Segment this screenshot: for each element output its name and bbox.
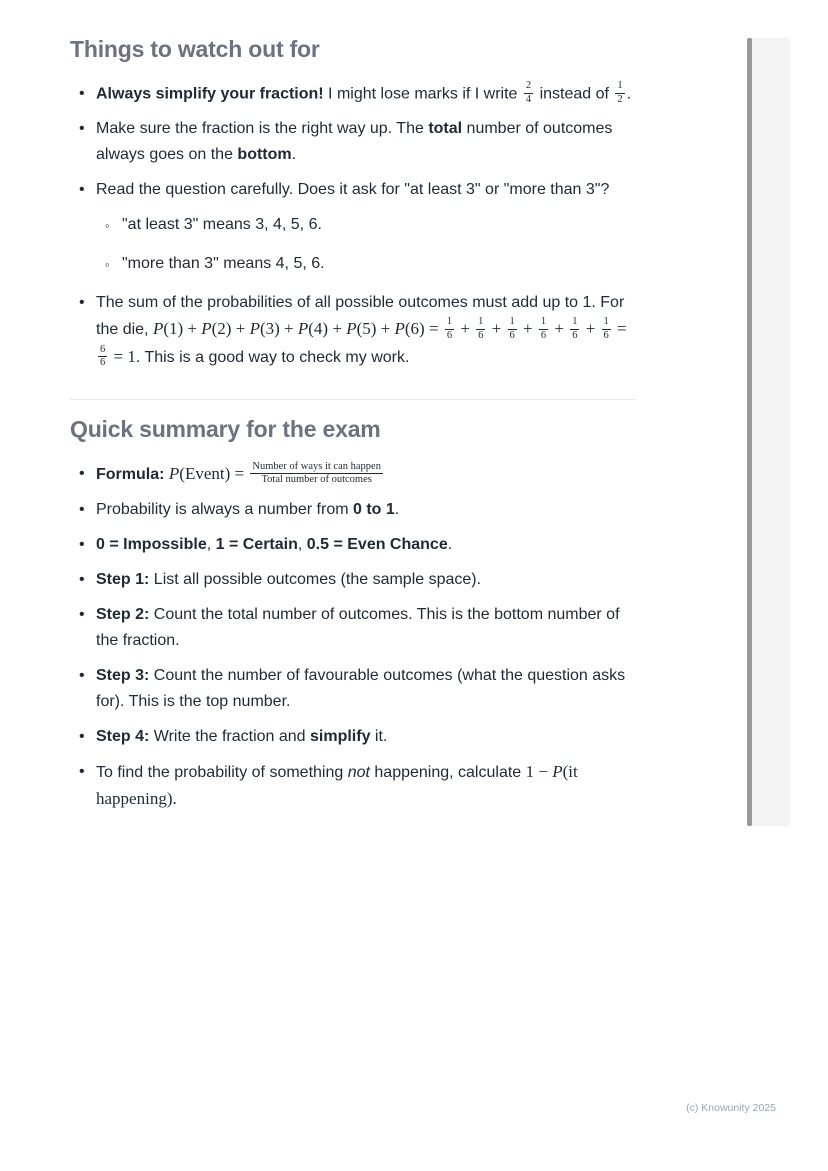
bold-text: 0.5 = Even Chance: [306, 535, 448, 553]
copyright-footer: (c) Knowunity 2025: [686, 1102, 776, 1114]
body-text: I might lose marks if I write: [323, 85, 522, 103]
body-text: .: [291, 146, 297, 164]
bold-text: Step 2:: [96, 605, 150, 623]
bold-text: bottom: [237, 146, 292, 164]
fraction-six-sixths: $\frac{6}{6}$: [100, 343, 106, 369]
italic-text: not: [347, 763, 370, 781]
die-sum-equation: P(1) + P(2) + P(3) + P(4) + P(5) + P(6) = $\frac{1}{6}$ + $\frac{1}{6}$ + $\frac{1}{6}$ + $\frac{1}{6}$ + $\frac{1}{6}$ + $\frac{1}{6}$ = $\frac{6}{6}$ = 1: [100, 316, 627, 369]
bold-text: Step 1:: [96, 570, 150, 588]
fraction-one-sixth: $\frac{1}{6}$: [603, 316, 609, 341]
watch-out-list: [70, 81, 636, 371]
formula-fraction: $\frac{\text{Number of ways it can happen}}{\text{Total number of outcomes}}$: [252, 460, 381, 486]
list-item-simplify-fraction: [70, 81, 636, 107]
body-text: List all possible outcomes (the sample space).: [149, 570, 482, 588]
list-item-read-question: [70, 177, 636, 277]
list-item-scale-meanings: [70, 532, 636, 558]
body-text: number of outcomes always goes on the: [96, 120, 613, 164]
body-text: instead of: [535, 85, 614, 103]
body-text: ,: [297, 535, 307, 553]
bold-text: 1 = Certain: [215, 535, 298, 553]
read-question-sublist: [96, 212, 636, 277]
body-text: Count the number of favourable outcomes (what the question asks for). This is the top number.: [96, 666, 626, 710]
section-title-quick-summary: Quick summary for the exam: [70, 415, 381, 442]
fraction-one-sixth: $\frac{1}{6}$: [509, 316, 515, 341]
notes-content: [70, 36, 636, 822]
scrollbar-thumb[interactable]: [747, 38, 752, 826]
body-text: To find the probability of something: [96, 763, 348, 781]
body-text: Read the question carefully. Does it ask for "at least 3" or "more than 3"?: [96, 181, 610, 199]
list-item-right-way-up: [70, 116, 636, 168]
list-item-step-1: [70, 567, 636, 593]
body-text: Write the fraction and: [149, 727, 311, 745]
list-item-not-happening: [70, 759, 636, 813]
body-text: .: [447, 535, 453, 553]
list-item-step-4: [70, 724, 636, 750]
formula-equation: P(Event) = $\frac{\text{Number of ways it can happen}}{\text{Total number of outcomes}}$: [168, 460, 381, 486]
body-text: . This is a good way to check my work.: [135, 348, 410, 366]
body-text: Make sure the fraction is the right way up. The: [96, 120, 429, 138]
section-divider: [70, 399, 636, 400]
fraction-one-sixth: $\frac{1}{6}$: [446, 316, 453, 341]
list-item-step-2: [70, 602, 636, 654]
scrollbar-track[interactable]: [747, 38, 790, 826]
fraction-one-sixth: $\frac{1}{6}$: [478, 316, 484, 341]
bold-text: simplify: [310, 727, 371, 745]
bold-text: Formula:: [96, 465, 165, 483]
sub-item-more-than: [96, 251, 636, 277]
fraction-one-sixth: $\frac{1}{6}$: [540, 316, 547, 341]
body-text: Probability is always a number from: [96, 500, 353, 518]
list-item-probability-range: [70, 497, 636, 523]
bold-text: 0 to 1: [352, 500, 395, 518]
body-text: ,: [206, 535, 216, 553]
bold-text: 0 = Impossible: [96, 535, 207, 553]
sub-item-at-least: [96, 212, 636, 238]
body-text: "at least 3" means 3, 4, 5, 6.: [122, 216, 322, 234]
body-text: The sum of the probabilities of all possible outcomes must add up to 1. For the die,: [96, 294, 625, 339]
summary-list: [70, 461, 636, 813]
body-text: "more than 3" means 4, 5, 6.: [122, 255, 325, 273]
bold-text: Always simplify your fraction!: [96, 85, 324, 103]
body-text: .: [626, 85, 632, 103]
fraction-one-sixth: $\frac{1}{6}$: [572, 316, 578, 341]
bold-text: total: [428, 120, 463, 138]
list-item-sum-of-probabilities: [70, 290, 636, 370]
body-text: happening, calculate: [369, 763, 526, 781]
bold-text: Step 3:: [96, 666, 150, 684]
list-item-formula: [70, 461, 636, 488]
bold-text: Step 4:: [96, 727, 150, 745]
section-title-things-to-watch-out-for: Things to watch out for: [70, 36, 320, 62]
body-text: .: [394, 500, 400, 518]
body-text: it.: [370, 727, 388, 745]
body-text: Count the total number of outcomes. This is the bottom number of the fraction.: [96, 605, 620, 649]
fraction-two-fourths: $\frac{2}{4}$: [525, 80, 532, 105]
list-item-step-3: [70, 663, 636, 715]
not-happening-equation: 1 − P(it happening).: [96, 761, 578, 808]
fraction-one-half: $\frac{1}{2}$: [617, 80, 623, 105]
